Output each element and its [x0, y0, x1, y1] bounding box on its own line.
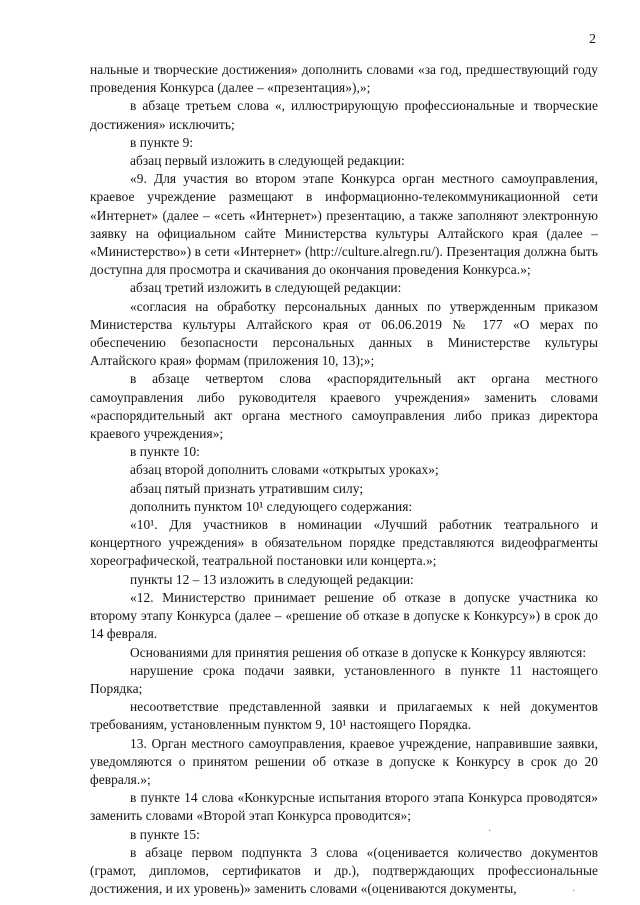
paragraph: пункты 12 – 13 изложить в следующей редакции: [130, 571, 414, 587]
paragraph: в пункте 15: [130, 826, 200, 842]
paragraph: в абзаце четвертом слова «распорядительный акт органа местного самоуправления либо руководителя краевого учреждения» заменить словами «распорядительный акт органа местного самоуправления либо приказ директора краевого учреждения»; [90, 371, 598, 442]
paragraph: абзац третий изложить в следующей редакции: [130, 280, 402, 296]
document-body [90, 61, 598, 898]
scan-speck: · [488, 826, 492, 837]
paragraph: несоответствие представленной заявки и прилагаемых к ней документов требованиям, установленным пунктом 9, 10¹ настоящего Порядка. [90, 699, 598, 733]
paragraph: в пункте 14 слова «Конкурсные испытания второго этапа Конкурса проводятся» заменить словами «Второй этап Конкурса проводится»; [90, 790, 598, 824]
paragraph: нарушение срока подачи заявки, установленного в пункте 11 настоящего Порядка; [90, 662, 598, 696]
paragraph: 13. Орган местного самоуправления, краевое учреждение, направившие заявки, уведомляются о принятом решении об отказе в допуске к Конкурсу в срок до 20 февраля.»; [90, 735, 598, 787]
paragraph: «9. Для участия во втором этапе Конкурса орган местного самоуправления, краевое учреждение размещают в информационно-телекоммуникационной сети «Интернет» (далее – «сеть «Интернет») презентацию, а также заполняют электронную заявку на официальном сайте Министерства культуры Алтайского края (далее – «Министерство») в сети «Интернет» (http://culture.alregn.ru/). Презентация должна быть доступна для просмотра и скачивания до окончания проведения Конкурса.»; [90, 171, 598, 278]
paragraph: в пункте 9: [130, 134, 194, 150]
paragraph: дополнить пунктом 10¹ следующего содержания: [130, 498, 413, 514]
paragraph: абзац первый изложить в следующей редакции: [130, 153, 405, 169]
paragraph: абзац пятый признать утратившим силу; [130, 480, 364, 496]
scan-speck: · [572, 886, 576, 897]
paragraph: «согласия на обработку персональных данных по утвержденным приказом Министерства культуры Алтайского края от 06.06.2019 № 177 «О мерах по обеспечению безопасности персональных данных в Министерстве культуры Алтайского края» формам (приложения 10, 13);»; [90, 298, 598, 369]
paragraph: нальные и творческие достижения» дополнить словами «за год, предшествующий году проведения Конкурса (далее – «презентация»),»; [90, 62, 598, 96]
page-number: 2 [589, 32, 596, 47]
paragraph: Основаниями для принятия решения об отказе в допуске к Конкурсу являются: [130, 644, 587, 660]
paragraph: в пункте 10: [130, 444, 200, 460]
paragraph: в абзаце третьем слова «, иллюстрирующую профессиональные и творческие достижения» исключить; [90, 98, 598, 132]
paragraph: «12. Министерство принимает решение об отказе в допуске участника ко второму этапу Конкурса (далее – «решение об отказе в допуске к Конкурсу») в срок до 14 февраля. [90, 589, 598, 642]
paragraph: «10¹. Для участников в номинации «Лучший работник театрального и концертного учреждения» в обязательном порядке представляются видеофрагменты хореографической, театральной постановки или концерта.»; [90, 517, 598, 569]
paragraph: абзац второй дополнить словами «открытых уроках»; [130, 462, 439, 478]
paragraph: в абзаце первом подпункта 3 слова «(оценивается количество документов (грамот, дипломов, сертификатов и др.), подтверждающих профессиональные достижения, и их уровень)» заменить словами «(оцениваются документы, [90, 844, 598, 897]
